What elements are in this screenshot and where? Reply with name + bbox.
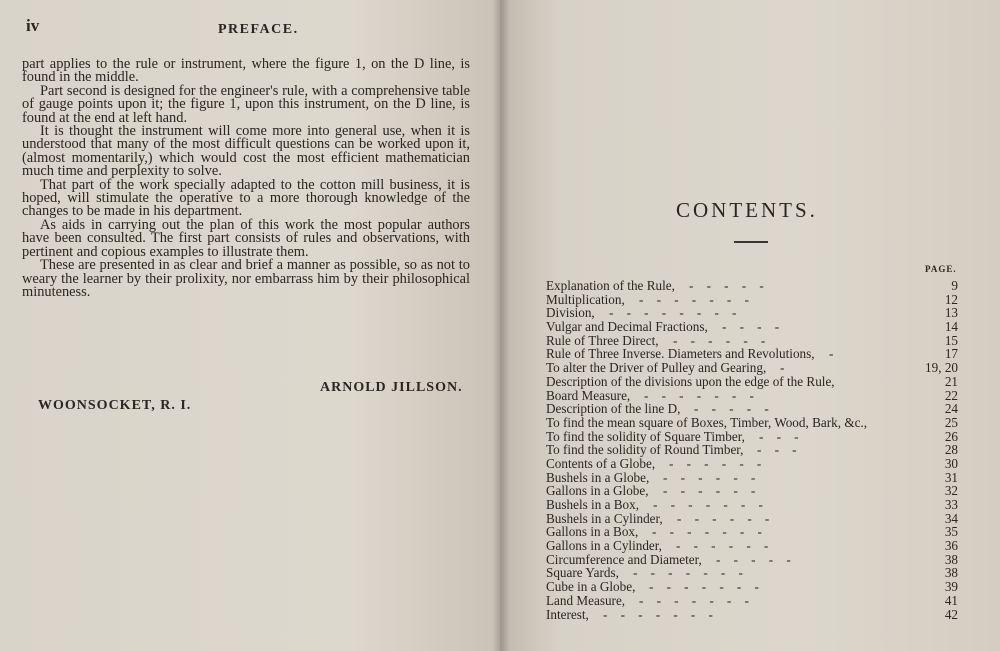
entry-leader: - bbox=[780, 360, 785, 376]
right-page bbox=[500, 0, 1000, 651]
entry-leader: - - - - - - - bbox=[644, 387, 754, 403]
entry-title: Land Measure, bbox=[546, 592, 626, 608]
contents-title: CONTENTS. bbox=[676, 198, 818, 222]
contents-entry bbox=[546, 389, 958, 403]
entry-page-number: 17 bbox=[944, 346, 958, 362]
entry-title: Explanation of the Rule, bbox=[546, 278, 675, 293]
entry-title: Division, bbox=[546, 305, 595, 321]
preface-body bbox=[22, 58, 470, 299]
preface-paragraph: As aids in carrying out the plan of this work the most popular authors have been consulted. The first part consists of rules and observations, with pertinent and copious examples to illustrate them. bbox=[22, 216, 470, 260]
contents-entry bbox=[546, 457, 958, 471]
entry-title: Board Measure, bbox=[546, 387, 631, 403]
entry-leader: - - - - - bbox=[694, 401, 769, 417]
entry-title: Gallons in a Box, bbox=[546, 524, 639, 540]
entry-title: Rule of Three Direct, bbox=[546, 332, 659, 348]
entry-leader: - - - - bbox=[722, 319, 780, 335]
place-line: WOONSOCKET, R. I. bbox=[38, 398, 192, 413]
preface-paragraph: It is thought the instrument will come more into general use, when it is understood that many of the most difficult questions can be worked upon it, (almost momentarily,) which would cost the most efficient mathematician much time and perplexity to solve. bbox=[22, 123, 470, 180]
entry-page-number: 35 bbox=[944, 524, 958, 540]
entry-leader: - - - - - - bbox=[669, 455, 762, 471]
entry-page-number: 19, 20 bbox=[925, 360, 958, 376]
entry-leader: - - - - - - bbox=[677, 510, 770, 526]
entry-title: To find the mean square of Boxes, Timber, Wood, Bark, &c., bbox=[546, 414, 868, 430]
entry-title: Bushels in a Globe, bbox=[546, 469, 650, 485]
entry-page-number: 12 bbox=[944, 291, 958, 307]
preface-paragraph: part applies to the rule or instrument, where the figure 1, on the D line, is found in the middle. bbox=[22, 56, 470, 86]
preface-paragraph: That part of the work specially adapted to the cotton mill business, it is hoped, will stimulate the operative to a more thorough knowledge of the changes to be made in his department. bbox=[22, 176, 470, 220]
entry-leader: - - - - - - bbox=[663, 483, 756, 499]
entry-page-number: 15 bbox=[944, 332, 958, 348]
contents-entry bbox=[546, 347, 958, 361]
contents-entry bbox=[546, 566, 958, 580]
page-number: iv bbox=[26, 16, 40, 35]
entry-title: Cube in a Globe, bbox=[546, 579, 636, 595]
entry-leader: - - - - - - - bbox=[633, 565, 743, 581]
entry-leader: - - - - - - - bbox=[603, 606, 713, 622]
entry-page-number: 41 bbox=[944, 592, 958, 608]
entry-leader: - - - - - bbox=[689, 278, 764, 293]
entry-title: Bushels in a Cylinder, bbox=[546, 510, 663, 526]
entry-leader: - - - bbox=[759, 428, 799, 444]
entry-leader: - - - - - bbox=[716, 551, 791, 567]
contents-entry bbox=[546, 539, 958, 553]
entry-leader: - - - - - - bbox=[663, 469, 756, 485]
entry-title: To find the solidity of Round Timber, bbox=[546, 442, 744, 458]
contents-entry bbox=[546, 334, 958, 348]
entry-page-number: 31 bbox=[944, 469, 958, 485]
contents-entry bbox=[546, 279, 958, 293]
contents-entry bbox=[546, 594, 958, 608]
contents-entry bbox=[546, 416, 958, 430]
contents-entry bbox=[546, 553, 958, 567]
entry-title: Gallons in a Globe, bbox=[546, 483, 649, 499]
contents-entry bbox=[546, 512, 958, 526]
contents-list bbox=[546, 279, 958, 621]
entry-leader: - - - - - - bbox=[676, 538, 769, 554]
page-title: PREFACE. bbox=[218, 22, 299, 37]
entry-page-number: 39 bbox=[944, 579, 958, 595]
entry-title: Contents of a Globe, bbox=[546, 455, 656, 471]
entry-page-number: 32 bbox=[944, 483, 958, 499]
entry-leader: - - - - - - - - bbox=[609, 305, 737, 321]
preface-paragraph: Part second is designed for the engineer's rule, with a comprehensive table of gauge points upon it; the figure 1, upon this instrument, on the D line, is found at the end at left hand. bbox=[22, 82, 470, 126]
entry-title: To find the solidity of Square Timber, bbox=[546, 428, 745, 444]
preface-paragraph: These are presented in as clear and brief a manner as possible, so as not to weary the learner by their prolixity, nor embarrass him by their philosophical minuteness. bbox=[22, 257, 470, 300]
contents-entry bbox=[546, 471, 958, 485]
entry-title: Rule of Three Inverse. Diameters and Revolutions, bbox=[546, 346, 815, 362]
entry-title: Circumference and Diameter, bbox=[546, 551, 702, 567]
entry-page-number: 22 bbox=[944, 387, 958, 403]
contents-entry bbox=[546, 375, 958, 389]
contents-entry bbox=[546, 608, 958, 622]
entry-title: Description of the divisions upon the edge of the Rule, bbox=[546, 373, 835, 389]
entry-page-number: 36 bbox=[944, 538, 958, 554]
entry-title: Multiplication, bbox=[546, 291, 625, 307]
entry-title: To alter the Driver of Pulley and Gearing, bbox=[546, 360, 767, 376]
contents-entry bbox=[546, 498, 958, 512]
entry-page-number: 38 bbox=[944, 565, 958, 581]
entry-title: Gallons in a Cylinder, bbox=[546, 538, 662, 554]
entry-page-number: 13 bbox=[944, 305, 958, 321]
entry-title: Bushels in a Box, bbox=[546, 497, 640, 512]
contents-entry bbox=[546, 443, 958, 457]
entry-page-number: 14 bbox=[944, 319, 958, 335]
book-gutter bbox=[492, 0, 510, 651]
entry-title: Square Yards, bbox=[546, 565, 619, 581]
entry-leader: - - - - - - - bbox=[649, 579, 759, 595]
contents-entry bbox=[546, 484, 958, 498]
entry-leader: - - - - - - - bbox=[652, 524, 762, 540]
entry-leader: - - - - - - - bbox=[639, 291, 749, 307]
author-signature: ARNOLD JILLSON. bbox=[320, 380, 463, 395]
entry-page-number: 9 bbox=[951, 278, 958, 293]
contents-entry bbox=[546, 361, 958, 375]
contents-entry bbox=[546, 306, 958, 320]
entry-page-number: 34 bbox=[944, 510, 958, 526]
entry-page-number: 42 bbox=[944, 606, 958, 622]
entry-leader: - - - - - - - bbox=[653, 497, 763, 512]
entry-page-number: 24 bbox=[944, 401, 958, 417]
contents-entry bbox=[546, 402, 958, 416]
entry-page-number: 25 bbox=[944, 414, 958, 430]
contents-entry bbox=[546, 525, 958, 539]
entry-page-number: 38 bbox=[944, 551, 958, 567]
contents-entry bbox=[546, 580, 958, 594]
entry-title: Interest, bbox=[546, 606, 589, 622]
entry-leader: - - - bbox=[757, 442, 797, 458]
entry-page-number: 33 bbox=[944, 497, 958, 512]
contents-entry bbox=[546, 430, 958, 444]
entry-page-number: 30 bbox=[944, 455, 958, 471]
entry-page-number: 21 bbox=[944, 373, 958, 389]
entry-leader: - - - - - - - bbox=[639, 592, 749, 608]
page-column-header: PAGE. bbox=[925, 264, 957, 274]
entry-page-number: 28 bbox=[944, 442, 958, 458]
entry-title: Vulgar and Decimal Fractions, bbox=[546, 319, 708, 335]
contents-entry bbox=[546, 293, 958, 307]
entry-page-number: 26 bbox=[944, 428, 958, 444]
contents-entry bbox=[546, 320, 958, 334]
entry-title: Description of the line D, bbox=[546, 401, 681, 417]
entry-leader: - - - - - - bbox=[673, 332, 766, 348]
entry-leader: - bbox=[829, 346, 834, 362]
title-rule bbox=[734, 241, 768, 243]
